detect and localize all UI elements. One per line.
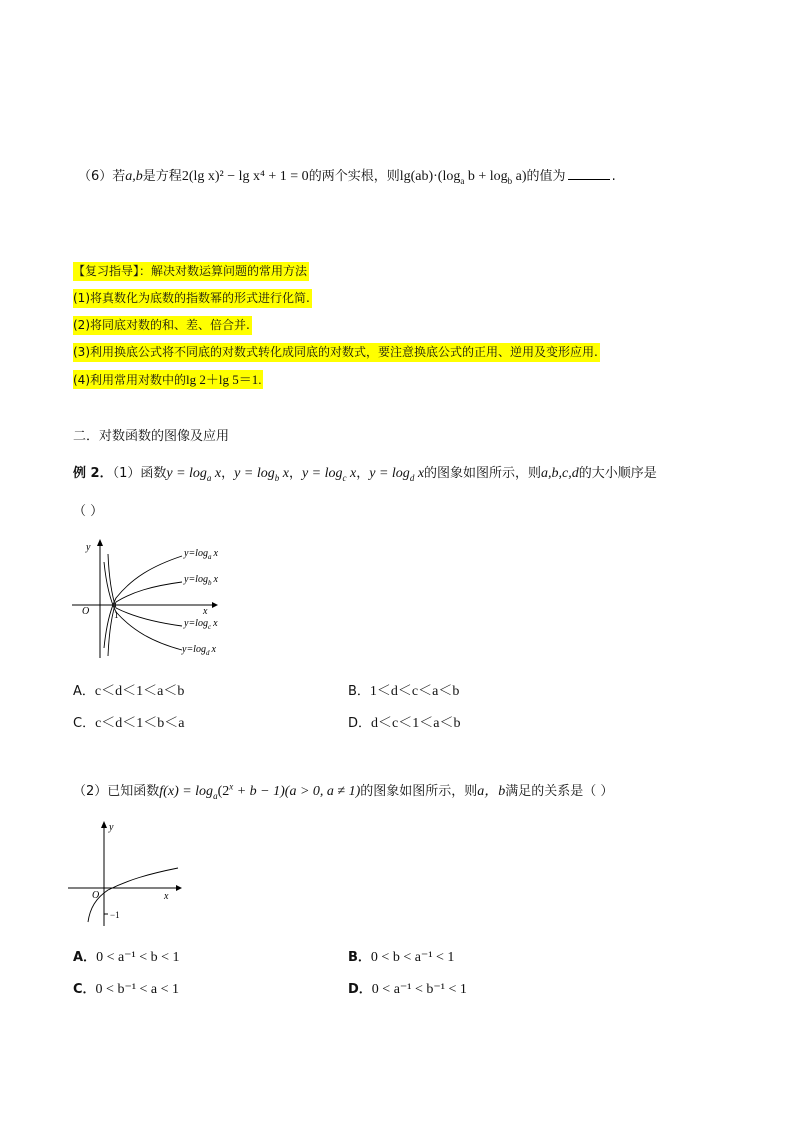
func-c-text: y = log [301, 466, 343, 481]
question-tail2: 的大小顺序是 [578, 466, 657, 481]
y-axis-arrow [101, 821, 107, 828]
review-item-4-text: (4)利用常用对数中的 [73, 373, 186, 387]
x-axis-arrow [212, 602, 218, 608]
func-d [369, 466, 424, 481]
func-b-sub: b [274, 472, 280, 483]
review-item-1: (1)将真数化为底数的指数幂的形式进行化简. [73, 289, 312, 308]
func-c [302, 466, 356, 481]
expr-part3: a) [512, 169, 527, 184]
func-condition: (a > 0, a ≠ 1) [284, 784, 361, 799]
func-text: f(x) = log [159, 784, 214, 799]
option-1-d[interactable] [348, 712, 460, 732]
question-tail: 的图象如图所示，则 [424, 466, 542, 481]
review-item-2: (2)将同底对数的和、差、倍合并. [73, 316, 252, 335]
section-title: 二．对数函数的图像及应用 [73, 429, 230, 444]
curve-label-d [181, 644, 216, 657]
part-label: （2） [73, 784, 108, 799]
func-d-sub: d [409, 472, 415, 483]
option-text: 0 < b⁻¹ < a < 1 [95, 982, 180, 997]
option-1-b[interactable] [348, 680, 459, 700]
expr-sub-b: b [507, 175, 513, 186]
option-text: c＜d＜1＜b＜a [95, 716, 185, 731]
option-text: d＜c＜1＜a＜b [371, 716, 461, 731]
log-function-figure [68, 820, 188, 930]
curve-label-d-x: x [211, 644, 216, 655]
question-text: 若 [112, 169, 126, 184]
option-1-c[interactable] [73, 712, 185, 732]
y-axis-label: y [86, 542, 91, 553]
expr-part1: lg(ab)·(log [399, 169, 461, 184]
function-expression [159, 781, 361, 801]
variables: a，b [477, 784, 506, 799]
option-2-d[interactable] [348, 978, 467, 998]
func-text2: (2 [217, 784, 230, 799]
curve-label-a-x: x [213, 548, 218, 559]
curve-label-c-sub: c [207, 623, 212, 631]
option-letter: D． [348, 982, 372, 997]
y-axis-arrow [97, 539, 103, 546]
variables: a,b [125, 169, 143, 184]
func-c-x: x [346, 466, 357, 481]
func-sup: x [229, 781, 234, 792]
question-text-mid2: 的两个实根，则 [308, 169, 400, 184]
part-label: （1）函数 [112, 466, 167, 481]
func-c-sub: c [342, 472, 347, 483]
func-a-sub: a [206, 472, 212, 483]
answer-paren: （ ） [73, 504, 104, 519]
curve-label-b [183, 574, 218, 587]
curve-label-a [183, 548, 218, 561]
sep: ， [356, 466, 370, 481]
origin-label: O [92, 890, 100, 901]
curve-label-b-text: y=log [184, 574, 208, 585]
option-letter: B． [348, 950, 371, 965]
question-text-pre: 已知函数 [107, 784, 160, 799]
question-6 [78, 165, 616, 186]
x-axis-arrow [176, 885, 182, 891]
func-b [234, 466, 289, 481]
option-letter: D． [348, 716, 372, 731]
option-letter: C． [73, 982, 96, 997]
sep: ， [288, 466, 302, 481]
question-text-post: 的值为 [526, 169, 566, 184]
sep: ， [221, 466, 235, 481]
curve-label-a-text: y=log [184, 548, 208, 559]
expr-sub-a: a [460, 175, 465, 186]
func-b-x: x [279, 466, 289, 481]
origin-label: O [82, 606, 90, 617]
curve-label-d-sub: d [205, 649, 210, 657]
x-axis-label: x [203, 606, 208, 617]
func-d-x: x [414, 466, 425, 481]
option-text: 0 < b < a⁻¹ < 1 [370, 950, 455, 965]
example-label: 例 2． [73, 466, 113, 481]
example-2-part-1 [73, 462, 657, 483]
review-item-3: (3)利用换底公式将不同底的对数式转化成同底的对数式，要注意换底公式的正用、逆用及变形应用. [73, 343, 600, 362]
func-a-x: x [211, 466, 222, 481]
expr-part2: b + log [464, 169, 508, 184]
review-item-4-math: lg 2＋lg 5＝1. [186, 372, 262, 387]
y-axis-label: y [109, 822, 114, 833]
curve-label-d-text: y=log [182, 644, 206, 655]
equation: 2(lg x)² − lg x⁴ + 1 = 0 [181, 169, 309, 184]
question-end: . [611, 169, 616, 184]
func-d-text: y = log [369, 466, 410, 481]
option-letter: B． [348, 684, 370, 699]
minus-one-label: −1 [110, 910, 120, 920]
log-curves-figure [72, 538, 262, 668]
question-number: （6） [78, 169, 113, 184]
example-2-part-2 [73, 780, 613, 801]
expression [400, 169, 527, 184]
option-text: 0 < a⁻¹ < b < 1 [96, 950, 180, 965]
curve-label-c-text: y=log [184, 618, 208, 629]
option-letter: A． [73, 950, 97, 965]
func-a [166, 466, 221, 481]
option-letter: C． [73, 716, 96, 731]
review-item-4 [73, 370, 263, 389]
option-text: c＜d＜1＜a＜b [94, 684, 185, 699]
option-2-b[interactable] [348, 946, 454, 966]
question-text-post: 的图象如图所示，则 [360, 784, 478, 799]
curve-label-a-sub: a [207, 553, 212, 561]
variables: a,b,c,d [541, 466, 579, 481]
func-b-text: y = log [234, 466, 275, 481]
option-2-c[interactable] [73, 978, 179, 998]
func-text3: + b − 1) [233, 784, 285, 799]
func-a-text: y = log [166, 466, 207, 481]
curve-label-c-x: x [213, 618, 218, 629]
review-title: 【复习指导】：解决对数运算问题的常用方法 [73, 262, 309, 281]
option-text: 1＜d＜c＜a＜b [369, 684, 460, 699]
curve-label-c [183, 618, 218, 631]
question-text-mid: 是方程 [142, 169, 182, 184]
answer-blank[interactable] [568, 167, 610, 180]
question-text-post2: 满足的关系是（ ） [505, 784, 614, 799]
func-sub: a [213, 790, 218, 801]
curve-label-b-sub: b [207, 579, 212, 587]
curve-label-b-x: x [213, 574, 218, 585]
option-letter: A． [73, 684, 95, 699]
option-text: 0 < a⁻¹ < b⁻¹ < 1 [371, 982, 467, 997]
option-2-a[interactable] [73, 946, 180, 966]
one-label: 1 [114, 610, 119, 620]
x-axis-label: x [164, 891, 169, 902]
option-1-a[interactable] [73, 680, 184, 700]
